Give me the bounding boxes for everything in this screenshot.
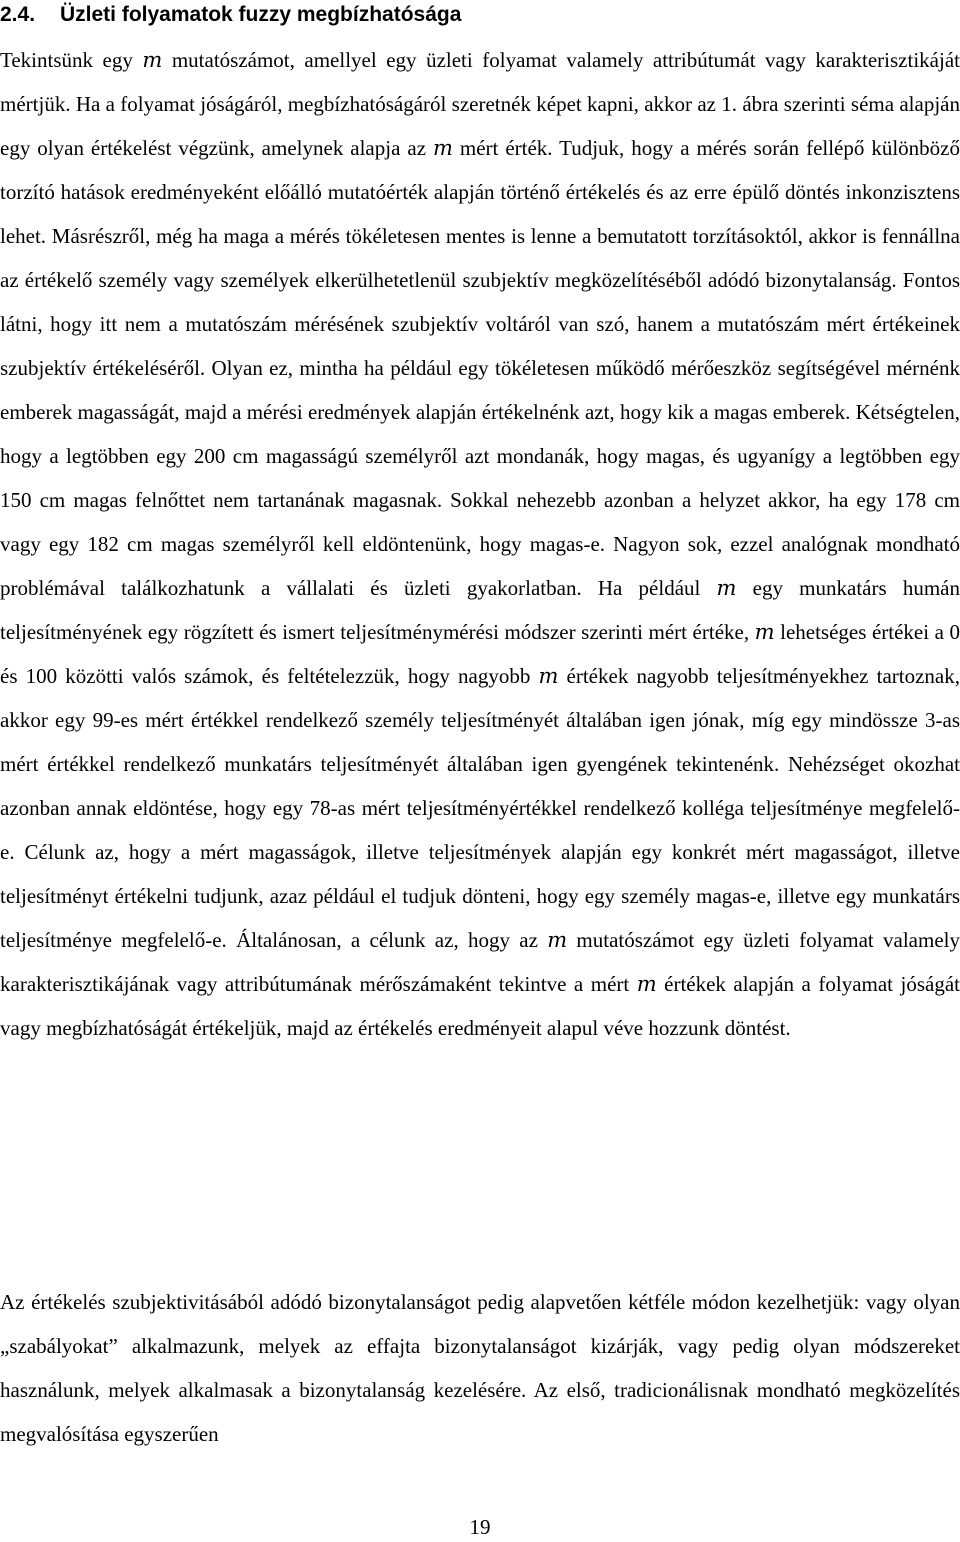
page-number: 19 xyxy=(469,1515,491,1539)
section-heading xyxy=(0,0,461,30)
section-number: 2.4. xyxy=(0,3,36,26)
body-paragraph-2: Az értékelés szubjektivitásából adódó bizonytalanságot pedig alapvetően kétféle módon kezelhetjük: vagy olyan „szabályokat” alkalmazunk, melyek az effajta bizonytalanságot kizárják, vagy pedig olyan módszereket használunk, melyek alkalmasak a bizonytalanság kezelésére. Az első, tradicionálisnak mondható megközelítés megvalósítása egyszerűen xyxy=(0,1290,960,1446)
body-paragraph-1: Tekintsünk egy 𝑚 mutatószámot, amellyel egy üzleti folyamat valamely attribútumát vagy karakterisztikáját mértjük. Ha a folyamat jóságáról, megbízhatóságáról szeretnék képet kapni, akkor az 1. ábra szerinti séma alapján egy olyan értékelést végzünk, amelynek alapja az 𝑚 mért érték. Tudjuk, hogy a mérés során fellépő különböző torzító hatások eredményeként előálló mutatóérték alapján történő értékelés és az erre épülő döntés inkonzisztens lehet. Másrészről, még ha maga a mérés tökéletesen mentes is lenne a bemutatott torzításoktól, akkor is fennállna az értékelő személy vagy személyek elkerülhetetlenül szubjektív megközelítéséből adódó bizonytalanság. Fontos látni, hogy itt nem a mutatószám mérésének szubjektív voltáról van szó, hanem a mutatószám mért értékeinek szubjektív értékeléséről. Olyan ez, mintha ha például egy tökéletesen működő mérőeszköz segítségével mérnénk emberek magasságát, majd a mérési eredmények alapján értékelnénk azt, hogy kik a magas emberek. Kétségtelen, hogy a legtöbben egy 200 cm magasságú személyről azt mondanák, hogy magas, és ugyanígy a legtöbben egy 150 cm magas felnőttet nem tartanának magasnak. Sokkal nehezebb azonban a helyzet akkor, ha egy 178 cm vagy egy 182 cm magas személyről kell eldöntenünk, hogy magas-e. Nagyon sok, ezzel analógnak mondható problémával találkozhatunk a vállalati és üzleti gyakorlatban. Ha például 𝑚 egy munkatárs humán teljesítményének egy rögzített és ismert teljesítménymérési módszer szerinti mért értéke, 𝑚 lehetséges értékei a 0 és 100 közötti valós számok, és feltételezzük, hogy nagyobb 𝑚 értékek nagyobb teljesítményekhez tartoznak, akkor egy 99-es mért értékkel rendelkező személy teljesítményét általában igen jónak, míg egy mindössze 3-as mért értékkel rendelkező munkatárs teljesítményét általában igen gyengének tekintenénk. Nehézséget okozhat azonban annak eldöntése, hogy egy 78-as mért teljesítményértékkel rendelkező kolléga teljesítménye megfelelő-e. Célunk az, hogy a mért magasságok, illetve teljesítmények alapján egy konkrét mért magasságot, illetve teljesítményt értékelni tudjunk, azaz például el tudjuk dönteni, hogy egy személy magas-e, illetve egy munkatárs teljesítménye megfelelő-e. Általánosan, a célunk az, hogy az 𝑚 mutatószámot egy üzleti folyamat valamely karakterisztikájának vagy attribútumának mérőszámaként tekintve a mért 𝑚 értékek alapján a folyamat jóságát vagy megbízhatóságát értékeljük, majd az értékelés eredményeit alapul véve hozzunk döntést. xyxy=(0,48,960,1040)
section-title: Üzleti folyamatok fuzzy megbízhatósága xyxy=(60,3,462,26)
